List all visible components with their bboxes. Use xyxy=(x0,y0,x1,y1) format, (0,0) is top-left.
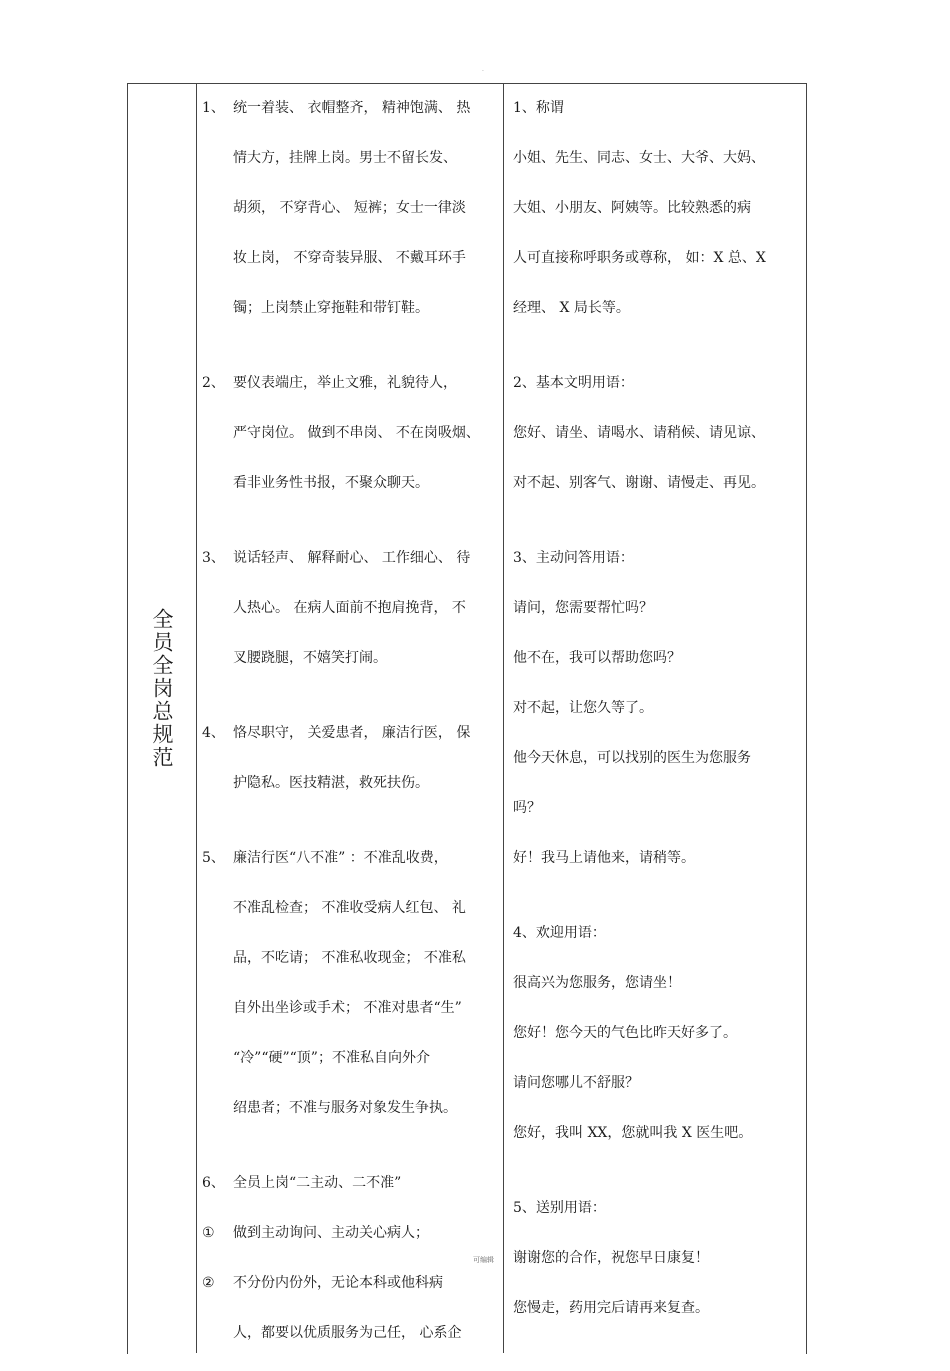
rule-text: 严守岗位。 做到不串岗、 不在岗吸烟、 xyxy=(233,425,480,441)
rule-text: 镯；上岗禁止穿拖鞋和带钉鞋。 xyxy=(233,300,429,316)
header-mark: · xyxy=(482,68,484,75)
item-number: 4、 xyxy=(202,725,225,741)
phrase-line: 对不起，让您久等了。 xyxy=(513,700,653,716)
item-number: ② xyxy=(202,1275,215,1291)
item-number: 1、 xyxy=(202,100,225,116)
rule-text: 统一着装、 衣帽整齐， 精神饱满、 热 xyxy=(233,100,471,116)
rule-line xyxy=(202,196,498,221)
rule-line xyxy=(202,646,498,671)
rule-text: 人，都要以优质服务为己任， 心系企 xyxy=(233,1325,462,1341)
column-divider-2 xyxy=(503,83,504,1353)
phrase-line: 很高兴为您服务，您请坐！ xyxy=(513,975,681,991)
item-number: ① xyxy=(202,1225,215,1241)
rule-text: 自外出坐诊或手术； 不准对患者“生” xyxy=(233,1000,462,1016)
etiquette-column xyxy=(513,96,803,1346)
rule-line xyxy=(202,146,498,171)
phrase-line: 3、主动问答用语： xyxy=(513,550,634,566)
rule-line xyxy=(202,246,498,271)
spacer xyxy=(513,346,803,371)
rule-line xyxy=(202,546,498,571)
spacer xyxy=(202,1146,498,1171)
rule-text: 看非业务性书报，不聚众聊天。 xyxy=(233,475,429,491)
rule-line xyxy=(202,1171,498,1196)
rule-text: 恪尽职守， 关爱患者， 廉洁行医， 保 xyxy=(233,725,471,741)
rule-text: 品，不吃请； 不准私收现金； 不准私 xyxy=(233,950,466,966)
edit-mark: 可编辑 xyxy=(473,1256,494,1264)
rule-text: 不分份内份外，无论本科或他科病 xyxy=(233,1275,443,1291)
rule-text: 胡须， 不穿背心、 短裤；女士一律淡 xyxy=(233,200,466,216)
rule-line xyxy=(202,1321,498,1346)
rule-text: 要仪表端庄，举止文雅，礼貌待人， xyxy=(233,375,457,391)
spacer xyxy=(202,696,498,721)
rule-line xyxy=(202,846,498,871)
rule-line xyxy=(202,1271,498,1296)
rule-line xyxy=(202,421,498,446)
phrase-line: 好！我马上请他来，请稍等。 xyxy=(513,850,695,866)
spacer xyxy=(513,521,803,546)
phrase-line: 2、基本文明用语： xyxy=(513,375,634,391)
rule-text: 不准乱检查； 不准收受病人红包、 礼 xyxy=(233,900,466,916)
rule-line xyxy=(202,596,498,621)
rules-column xyxy=(202,96,498,1371)
rule-text: 情大方，挂牌上岗。男士不留长发、 xyxy=(233,150,457,166)
title-column xyxy=(128,83,196,1353)
rule-line xyxy=(202,1221,498,1246)
phrase-line: 谢谢您的合作，祝您早日康复！ xyxy=(513,1250,709,1266)
rule-text: 绍患者；不准与服务对象发生争执。 xyxy=(233,1100,457,1116)
phrase-line: 对不起、别客气、谢谢、请慢走、再见。 xyxy=(513,475,765,491)
rule-text: 妆上岗， 不穿奇装异服、 不戴耳环手 xyxy=(233,250,466,266)
rule-line xyxy=(202,1046,498,1071)
phrase-line: 吗？ xyxy=(513,800,541,816)
rule-text: 做到主动询问、主动关心病人； xyxy=(233,1225,429,1241)
spacer xyxy=(202,346,498,371)
spacer xyxy=(513,1171,803,1196)
rule-text: 全员上岗“二主动、二不准” xyxy=(233,1175,402,1191)
phrase-line: 大姐、小朋友、阿姨等。比较熟悉的病 xyxy=(513,200,751,216)
phrase-line: 人可直接称呼职务或尊称， 如：X 总、X xyxy=(513,250,766,266)
phrase-line: 5、送别用语： xyxy=(513,1200,606,1216)
spacer xyxy=(202,821,498,846)
spacer xyxy=(513,896,803,921)
phrase-line: 请问您哪儿不舒服？ xyxy=(513,1075,639,1091)
item-number: 5、 xyxy=(202,850,225,866)
rule-text: 护隐私。医技精湛，救死扶伤。 xyxy=(233,775,429,791)
rule-line xyxy=(202,896,498,921)
rule-line xyxy=(202,471,498,496)
phrase-line: 经理、 X 局长等。 xyxy=(513,300,630,316)
phrase-line: 他不在，我可以帮助您吗？ xyxy=(513,650,681,666)
phrase-line: 4、欢迎用语： xyxy=(513,925,606,941)
rule-text: “冷”“硬”“顶”；不准私自向外介 xyxy=(233,1050,430,1066)
phrase-line: 您好，我叫 XX，您就叫我 X 医生吧。 xyxy=(513,1125,753,1141)
rule-line xyxy=(202,296,498,321)
rule-text: 叉腰跷腿，不嬉笑打闹。 xyxy=(233,650,387,666)
item-number: 6、 xyxy=(202,1175,225,1191)
rule-line xyxy=(202,996,498,1021)
phrase-line: 1、称谓 xyxy=(513,100,564,116)
phrase-line: 您好、请坐、请喝水、请稍候、请见谅、 xyxy=(513,425,765,441)
rule-line xyxy=(202,721,498,746)
phrase-line: 他今天休息，可以找别的医生为您服务 xyxy=(513,750,751,766)
phrase-line: 您慢走，药用完后请再来复查。 xyxy=(513,1300,709,1316)
column-divider-1 xyxy=(196,83,197,1353)
phrase-line: 小姐、先生、同志、女士、大爷、大妈、 xyxy=(513,150,765,166)
phrase-line: 请问，您需要帮忙吗？ xyxy=(513,600,653,616)
phrase-line: 您好！您今天的气色比昨天好多了。 xyxy=(513,1025,737,1041)
spacer xyxy=(202,521,498,546)
rule-text: 人热心。 在病人面前不抱肩挽背， 不 xyxy=(233,600,466,616)
rule-line xyxy=(202,946,498,971)
rule-line xyxy=(202,1096,498,1121)
section-title: 全员全岗总规范 xyxy=(150,607,174,769)
rule-line xyxy=(202,96,498,121)
rule-line xyxy=(202,371,498,396)
rule-text: 说话轻声、 解释耐心、 工作细心、 待 xyxy=(233,550,471,566)
item-number: 3、 xyxy=(202,550,225,566)
rule-text: 廉洁行医“八不准” ：不准乱收费， xyxy=(233,850,448,866)
item-number: 2、 xyxy=(202,375,225,391)
rule-line xyxy=(202,771,498,796)
